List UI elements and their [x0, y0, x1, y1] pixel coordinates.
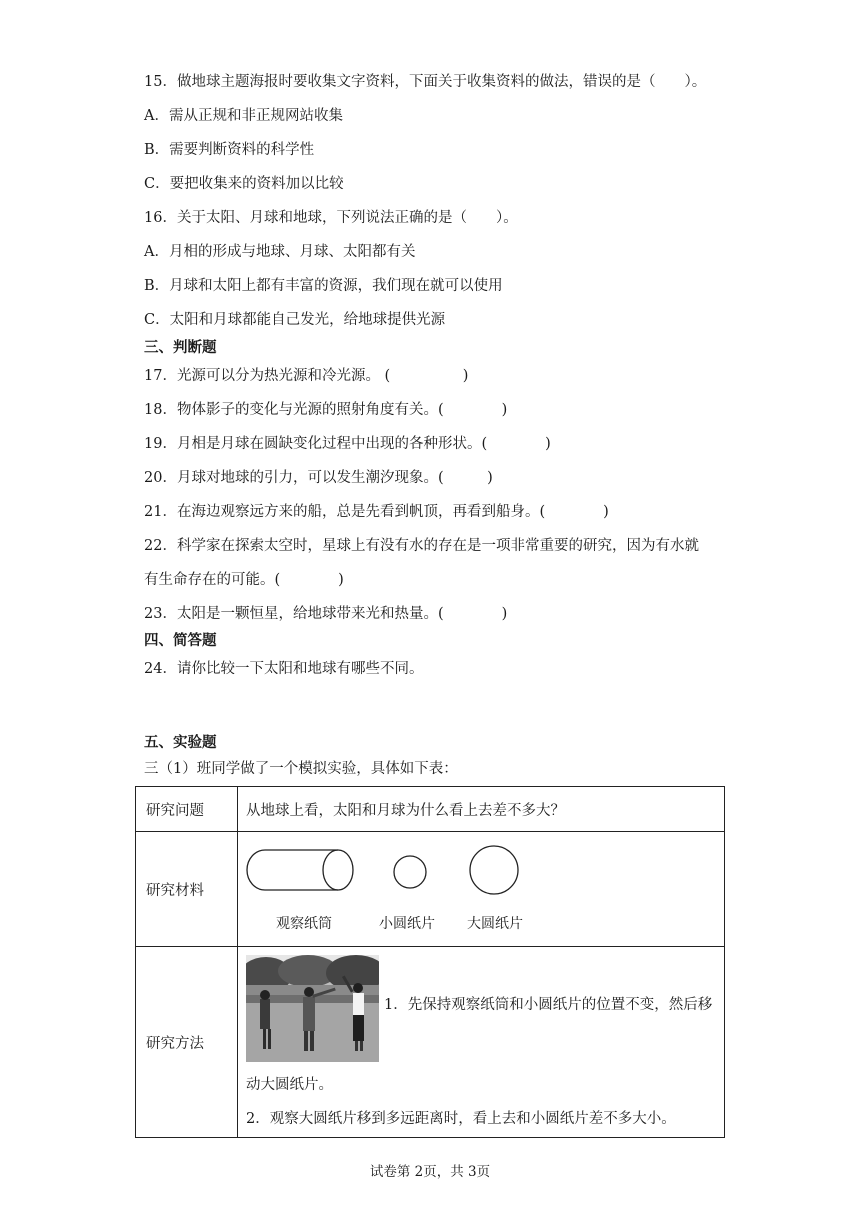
question-15: 15．做地球主题海报时要收集文字资料，下面关于收集资料的做法，错误的是（ ）。: [144, 74, 707, 90]
table-row: [136, 787, 725, 832]
question-15-option-a: A．需从正规和非正规网站收集: [144, 108, 343, 124]
material-label: 小圆纸片: [379, 916, 435, 932]
question-16: 16．关于太阳、月球和地球，下列说法正确的是（ ）。: [144, 210, 518, 226]
question-20: 20．月球对地球的引力，可以发生潮汐现象。( ): [144, 470, 493, 486]
question-15-option-c: C．要把收集来的资料加以比较: [144, 176, 344, 192]
experiment-table: [135, 786, 725, 1138]
experiment-photo: [246, 955, 379, 1062]
row-label-method: 研究方法: [136, 947, 238, 1138]
question-16-option-c: C．太阳和月球都能自己发光，给地球提供光源: [144, 312, 446, 328]
research-question-text: 从地球上看，太阳和月球为什么看上去差不多大？: [246, 802, 565, 819]
question-18: 18．物体影子的变化与光源的照射角度有关。( ): [144, 402, 508, 418]
section-5-heading: 五、实验题: [144, 734, 217, 751]
question-22: 22．科学家在探索太空时，星球上有没有水的存在是一项非常重要的研究，因为有水就: [144, 538, 699, 554]
question-21: 21．在海边观察远方来的船，总是先看到帆顶，再看到船身。( ): [144, 504, 609, 520]
question-23: 23．太阳是一颗恒星，给地球带来光和热量。( ): [144, 606, 508, 622]
large-paper-disc-icon: [470, 846, 518, 894]
method-step-1: 1．先保持观察纸筒和小圆纸片的位置不变，然后移: [384, 997, 713, 1013]
page-footer: 试卷第 2页，共 3页: [369, 1164, 491, 1180]
research-question-cell: [238, 787, 725, 832]
question-16-option-b: B．月球和太阳上都有丰富的资源，我们现在就可以使用: [144, 278, 503, 294]
method-step-2: 2．观察大圆纸片移到多远距离时，看上去和小圆纸片差不多大小。: [246, 1111, 676, 1127]
question-19: 19．月相是月球在圆缺变化过程中出现的各种形状。( ): [144, 436, 551, 452]
experiment-intro: 三（1）班同学做了一个模拟实验，具体如下表：: [144, 761, 458, 777]
method-step-1-continued: 动大圆纸片。: [246, 1077, 333, 1093]
material-label: 观察纸筒: [276, 916, 332, 932]
section-4-heading: 四、简答题: [144, 632, 217, 649]
row-label-question: 研究问题: [136, 787, 238, 832]
table-row: [136, 947, 725, 1138]
table-row: [136, 832, 725, 947]
question-17: 17．光源可以分为热光源和冷光源。 ( ): [144, 368, 469, 384]
question-15-option-b: B．需要判断资料的科学性: [144, 142, 315, 158]
small-paper-disc-icon: [394, 856, 426, 888]
material-label: 大圆纸片: [467, 916, 523, 932]
question-22-continued: 有生命存在的可能。( ): [144, 572, 344, 588]
materials-cell: [238, 832, 725, 947]
section-3-heading: 三、判断题: [144, 339, 217, 356]
question-16-option-a: A．月相的形成与地球、月球、太阳都有关: [144, 244, 416, 260]
method-cell: [238, 947, 725, 1138]
paper-tube-icon: [247, 850, 353, 890]
question-24: 24．请你比较一下太阳和地球有哪些不同。: [144, 661, 424, 677]
row-label-materials: 研究材料: [136, 832, 238, 947]
